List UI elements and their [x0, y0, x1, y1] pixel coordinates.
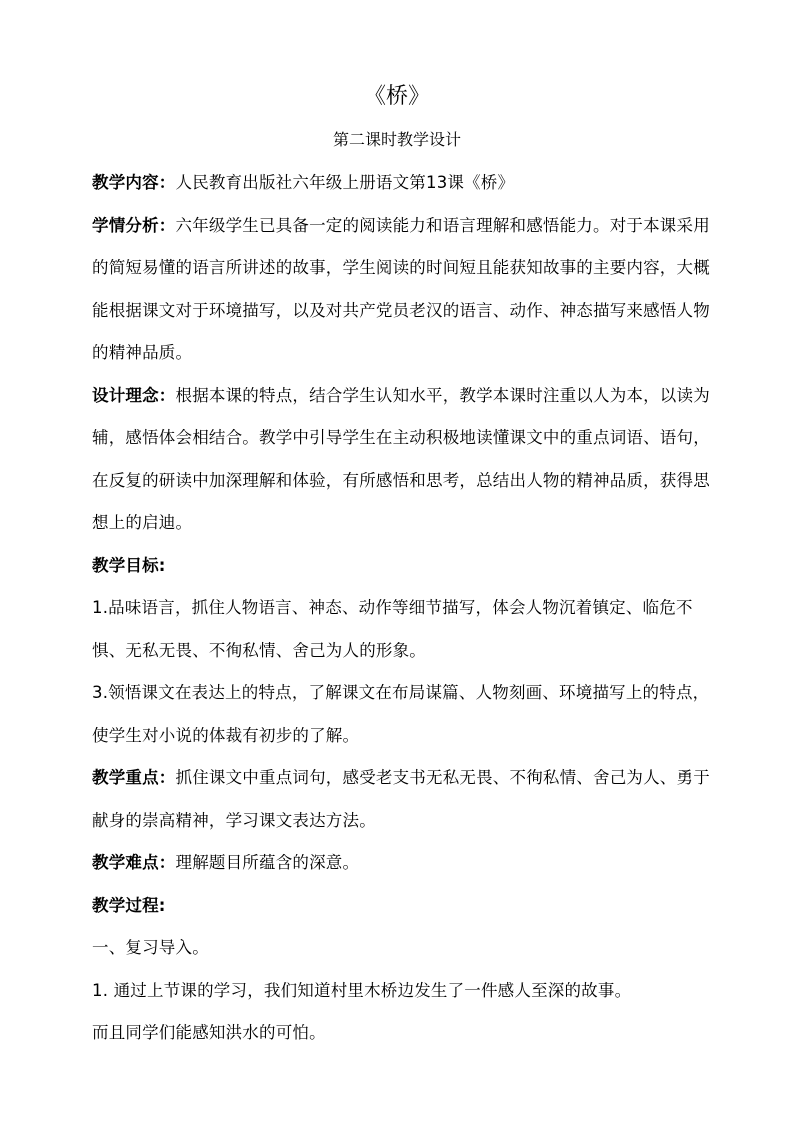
teaching-difficulty-text: 理解题目所蕴含的深意。: [175, 853, 360, 872]
document-body: [92, 162, 712, 1055]
goal-item-3: 3.领悟课文在表达上的特点，了解课文在布局谋篇、人物刻画、环境描写上的特点，使学生对小说的体裁有初步的了解。: [92, 683, 710, 745]
teaching-goals-heading: [92, 545, 712, 588]
teaching-difficulty-label: 教学难点：: [92, 853, 176, 872]
teaching-key-paragraph: [92, 757, 712, 842]
teaching-key-text: 抓住课文中重点词句，感受老支书无私无畏、不徇私情、舍己为人、勇于献身的崇高精神，学习课文表达方法。: [92, 768, 710, 830]
process-step-1-item-1: 1. 通过上节课的学习，我们知道村里木桥边发生了一件感人至深的故事。: [92, 980, 632, 1000]
document-subtitle: 第二课时教学设计: [332, 130, 461, 149]
teaching-difficulty-paragraph: [92, 842, 712, 885]
teaching-content-paragraph: [92, 162, 712, 205]
process-step-1-item-1-continued: 而且同学们能感知洪水的可怕。: [92, 1023, 326, 1042]
student-analysis-label: 学情分析：: [92, 215, 176, 235]
student-analysis-text: 六年级学生已具备一定的阅读能力和语言理解和感悟能力。对于本课采用的简短易懂的语言所讲述的故事，学生阅读的时间短且能获知故事的主要内容，大概能根据课文对于环境描写，以及对共产党员老汉的语言、动作、神态描写来感悟人物的精神品质。: [92, 215, 710, 362]
teaching-process-label: 教学过程:: [92, 895, 166, 915]
design-concept-text: 根据本课的特点，结合学生认知水平，教学本课时注重以人为本，以读为辅，感悟体会相结合。教学中引导学生在主动积极地读懂课文中的重点词语、语句，在反复的研读中加深理解和体验，有所感悟和思考，总结出人物的精神品质，获得思想上的启迪。: [92, 385, 710, 532]
document-title: 《桥》: [363, 84, 430, 109]
teaching-key-label: 教学重点：: [92, 768, 176, 787]
teaching-process-heading: [92, 885, 712, 928]
design-concept-label: 设计理念：: [92, 385, 176, 405]
teaching-content-text: 人民教育出版社六年级上册语文第13课《桥》: [175, 173, 515, 192]
design-concept-paragraph: [92, 375, 712, 545]
process-step-1-title: 一、复习导入。: [92, 938, 209, 957]
student-analysis-paragraph: [92, 205, 712, 375]
teaching-content-label: 教学内容：: [92, 173, 176, 192]
goal-item-1: 1.品味语言，抓住人物语言、神态、动作等细节描写，体会人物沉着镇定、临危不惧、无私无畏、不徇私情、舍己为人的形象。: [92, 598, 693, 660]
teaching-goals-label: 教学目标:: [92, 555, 166, 575]
